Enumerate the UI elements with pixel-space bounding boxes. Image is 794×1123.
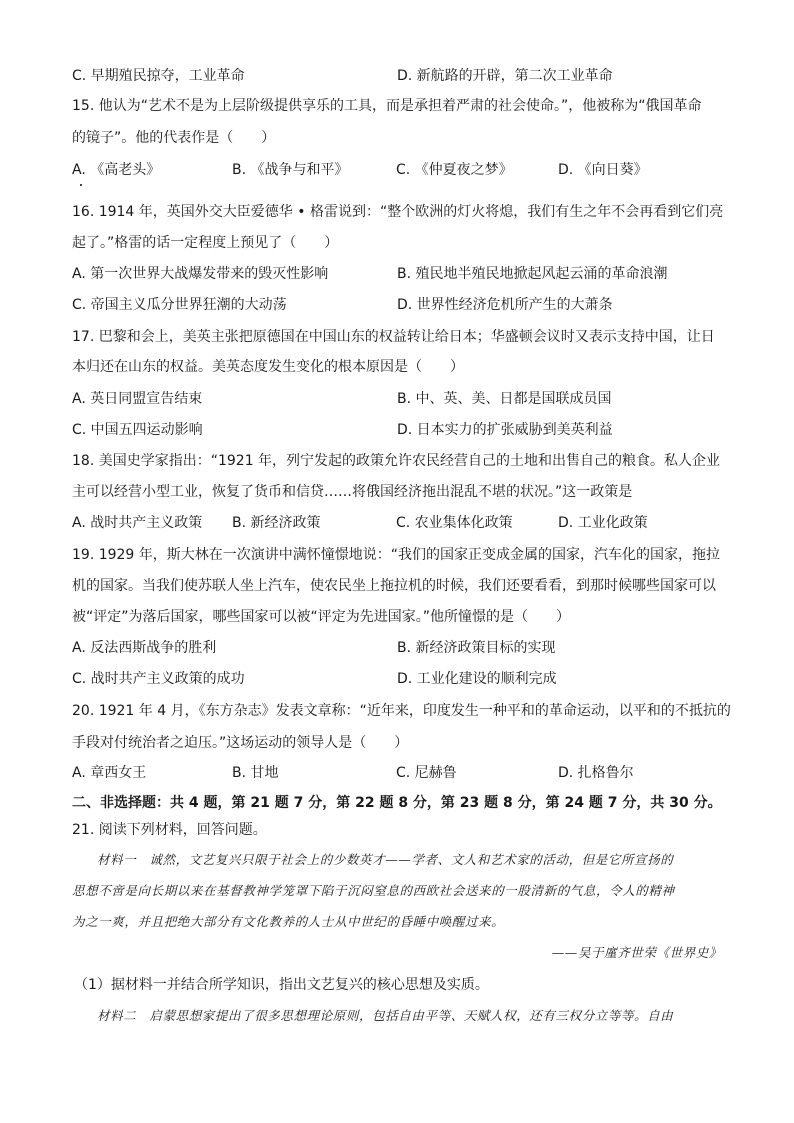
q20-option-a: A. 章西女王	[72, 765, 147, 781]
q17-option-d: D. 日本实力的扩张威胁到美英利益	[397, 422, 613, 438]
q19-option-c: C. 战时共产主义政策的成功	[72, 671, 245, 687]
q21-subquestion-1: （1）据材料一并结合所学知识，指出文艺复兴的核心思想及实质。	[74, 977, 489, 993]
q21-material-1-line-1: 材料一 诚然，文艺复兴只限于社会上的少数英才——学者、文人和艺术家的活动，但是它所宣扬的	[97, 852, 674, 867]
q15-stem-line-1: 15. 他认为“艺术不是为上层阶级提供享乐的工具，而是承担着严肃的社会使命。”，他被称为“俄国革命	[72, 98, 702, 114]
q16-stem-line-2: 起了。”格雷的话一定程度上预见了（ ）	[72, 235, 339, 251]
q21-material-2-line-1: 材料二 启蒙思想家提出了很多思想理论原则，包括自由平等、天赋人权，还有三权分立等等。自由	[97, 1008, 674, 1023]
q21-intro: 21. 阅读下列材料，回答问题。	[72, 822, 267, 838]
q14-options-row-2	[72, 66, 722, 86]
q15-option-c: C. 《仲夏夜之梦》	[396, 162, 513, 178]
q19-options-row-1	[72, 638, 722, 658]
q17-stem-line-2: 本归还在山东的权益。美英态度发生变化的根本原因是（ ）	[72, 359, 464, 375]
q18-stem-line-2: 主可以经营小型工业，恢复了货币和信贷……将俄国经济拖出混乱不堪的状况。”这一政策是	[72, 484, 633, 500]
stray-dot-mark	[80, 184, 82, 186]
q19-stem-line-1: 19. 1929 年，斯大林在一次演讲中满怀憧憬地说：“我们的国家正变成金属的国家，汽车化的国家，拖拉	[72, 547, 721, 563]
q19-option-a: A. 反法西斯战争的胜利	[72, 640, 217, 656]
q16-option-c: C. 帝国主义瓜分世界狂潮的大动荡	[72, 297, 287, 313]
q14-option-d: D. 新航路的开辟，第二次工业革命	[397, 68, 613, 84]
q16-option-a: A. 第一次世界大战爆发带来的毁灭性影响	[72, 266, 329, 282]
q17-option-c: C. 中国五四运动影响	[72, 422, 203, 438]
q20-option-b: B. 甘地	[232, 765, 279, 781]
q19-stem-line-3: 被“评定”为落后国家，哪些国家可以被“评定为先进国家。”他所憧憬的是（ ）	[72, 609, 571, 625]
q15-option-d: D. 《向日葵》	[558, 162, 648, 178]
q16-option-d: D. 世界性经济危机所产生的大萧条	[397, 297, 613, 313]
q16-stem-line-1: 16. 1914 年，英国外交大臣爱德华 • 格雷说到：“整个欧洲的灯火将熄，我们有生之年不会再看到它们亮	[72, 204, 724, 220]
q20-stem-line-1: 20. 1921 年 4 月，《东方杂志》发表文章称：“近年来，印度发生一种平和的革命运动，以平和的不抵抗的	[72, 703, 731, 719]
q18-option-a: A. 战时共产主义政策	[72, 515, 203, 531]
q19-option-d: D. 工业化建设的顺利完成	[397, 671, 557, 687]
q19-option-b: B. 新经济政策目标的实现	[397, 640, 556, 656]
q16-option-b: B. 殖民地半殖民地掀起风起云涌的革命浪潮	[397, 266, 668, 282]
q18-option-b: B. 新经济政策	[232, 515, 321, 531]
q17-stem-line-1: 17. 巴黎和会上，美英主张把原德国在中国山东的权益转让给日本；华盛顿会议时又表示支持中国，让日	[72, 329, 715, 345]
q16-options-row-2	[72, 295, 722, 315]
q21-material-1-source: ——吴于廑齐世荣《世界史》	[551, 945, 722, 960]
q21-material-1-line-3: 为之一爽，并且把绝大部分有文化教养的人士从中世纪的昏睡中唤醒过来。	[72, 914, 505, 929]
q18-option-d: D. 工业化政策	[558, 515, 648, 531]
q17-option-a: A. 英日同盟宣告结束	[72, 391, 203, 407]
q20-option-c: C. 尼赫鲁	[396, 765, 457, 781]
q19-stem-line-2: 机的国家。当我们使苏联人坐上汽车，使农民坐上拖拉机的时候，我们还要看看，到那时候哪些国家可以	[72, 578, 716, 594]
q15-option-a: A. 《高老头》	[72, 162, 161, 178]
q17-option-b: B. 中、英、美、日都是国联成员国	[397, 391, 612, 407]
q18-stem-line-1: 18. 美国史学家指出：“1921 年，列宁发起的政策允许农民经营自己的土地和出售自己的粮食。私人企业	[72, 453, 721, 469]
q16-options-row-1	[72, 264, 722, 284]
q20-option-d: D. 扎格鲁尔	[558, 765, 634, 781]
q15-option-b: B. 《战争与和平》	[232, 162, 349, 178]
q15-stem-line-2: 的镜子”。他的代表作是（ ）	[72, 130, 276, 146]
q14-option-c: C. 早期殖民掠夺，工业革命	[72, 68, 245, 84]
q18-options	[72, 513, 722, 533]
q15-options	[72, 160, 722, 180]
q18-option-c: C. 农业集体化政策	[396, 515, 513, 531]
q17-options-row-2	[72, 420, 722, 440]
section-2-header: 二、非选择题：共 4 题，第 21 题 7 分，第 22 题 8 分，第 23 题 8 分，第 24 题 7 分，共 30 分。	[72, 795, 722, 811]
q19-options-row-2	[72, 669, 722, 689]
q17-options-row-1	[72, 389, 722, 409]
q20-stem-line-2: 手段对付统治者之迫压。”这场运动的领导人是（ ）	[72, 735, 409, 751]
q21-material-1-line-2: 思想不啻是向长期以来在基督教神学笼罩下陷于沉闷窒息的西欧社会送来的一股清新的气息，令人的精神	[72, 883, 675, 898]
q20-options	[72, 763, 722, 783]
